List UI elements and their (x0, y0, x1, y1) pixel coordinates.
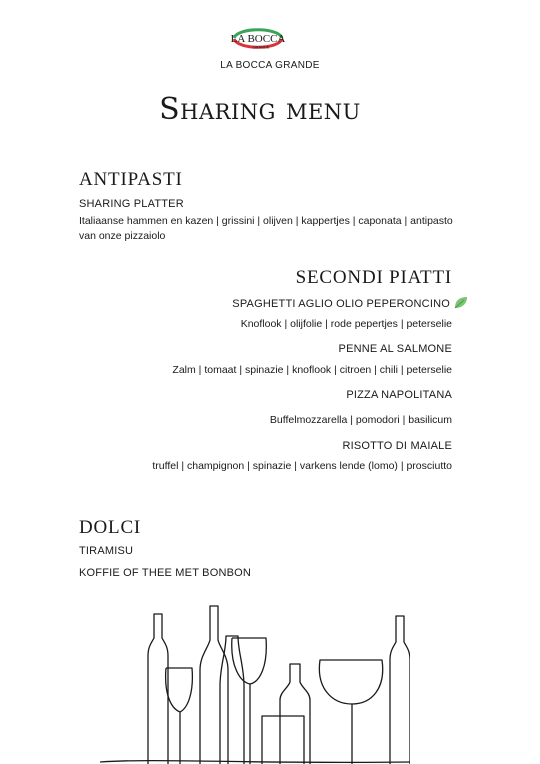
menu-item-description: Italiaanse hammen en kazen | grissini | olijven | kappertjes | caponata | antipasto (79, 215, 453, 227)
menu-item-description: truffel | champignon | spinazie | varkens lende (lomo) | prosciutto (152, 460, 452, 472)
menu-item-name: SPAGHETTI AGLIO OLIO PEPERONCINO (232, 298, 450, 310)
leaf-icon (453, 296, 468, 309)
bottles-line-art (100, 596, 410, 764)
menu-item-name: PIZZA NAPOLITANA (346, 389, 452, 401)
page-title: Sharing menu (159, 92, 361, 127)
menu-item-name: RISOTTO DI MAIALE (342, 440, 452, 452)
section-heading-secondi: SECONDI PIATTI (295, 267, 452, 288)
menu-item-description: Buffelmozzarella | pomodori | basilicum (269, 414, 452, 426)
menu-item-description: Knoflook | olijfolie | rode pepertjes | peterselie (240, 318, 452, 330)
brand-name: LA BOCCA GRANDE (220, 60, 320, 71)
section-heading-antipasti: ANTIPASTI (79, 169, 183, 190)
menu-item-description: Zalm | tomaat | spinazie | knoflook | citroen | chili | peterselie (172, 364, 452, 376)
logo-subtext: GRANDE (252, 44, 270, 50)
section-heading-dolci: DOLCI (79, 517, 142, 538)
menu-item-name: KOFFIE OF THEE MET BONBON (79, 567, 252, 579)
menu-item-name: SHARING PLATTER (79, 198, 184, 210)
menu-item-name: TIRAMISU (79, 545, 134, 557)
brand-logo (228, 24, 288, 52)
menu-item (232, 296, 468, 310)
logo-wordmark: LA BOCCA (230, 33, 286, 45)
menu-item-name: PENNE AL SALMONE (338, 343, 452, 355)
menu-item-description: van onze pizzaiolo (79, 230, 166, 242)
